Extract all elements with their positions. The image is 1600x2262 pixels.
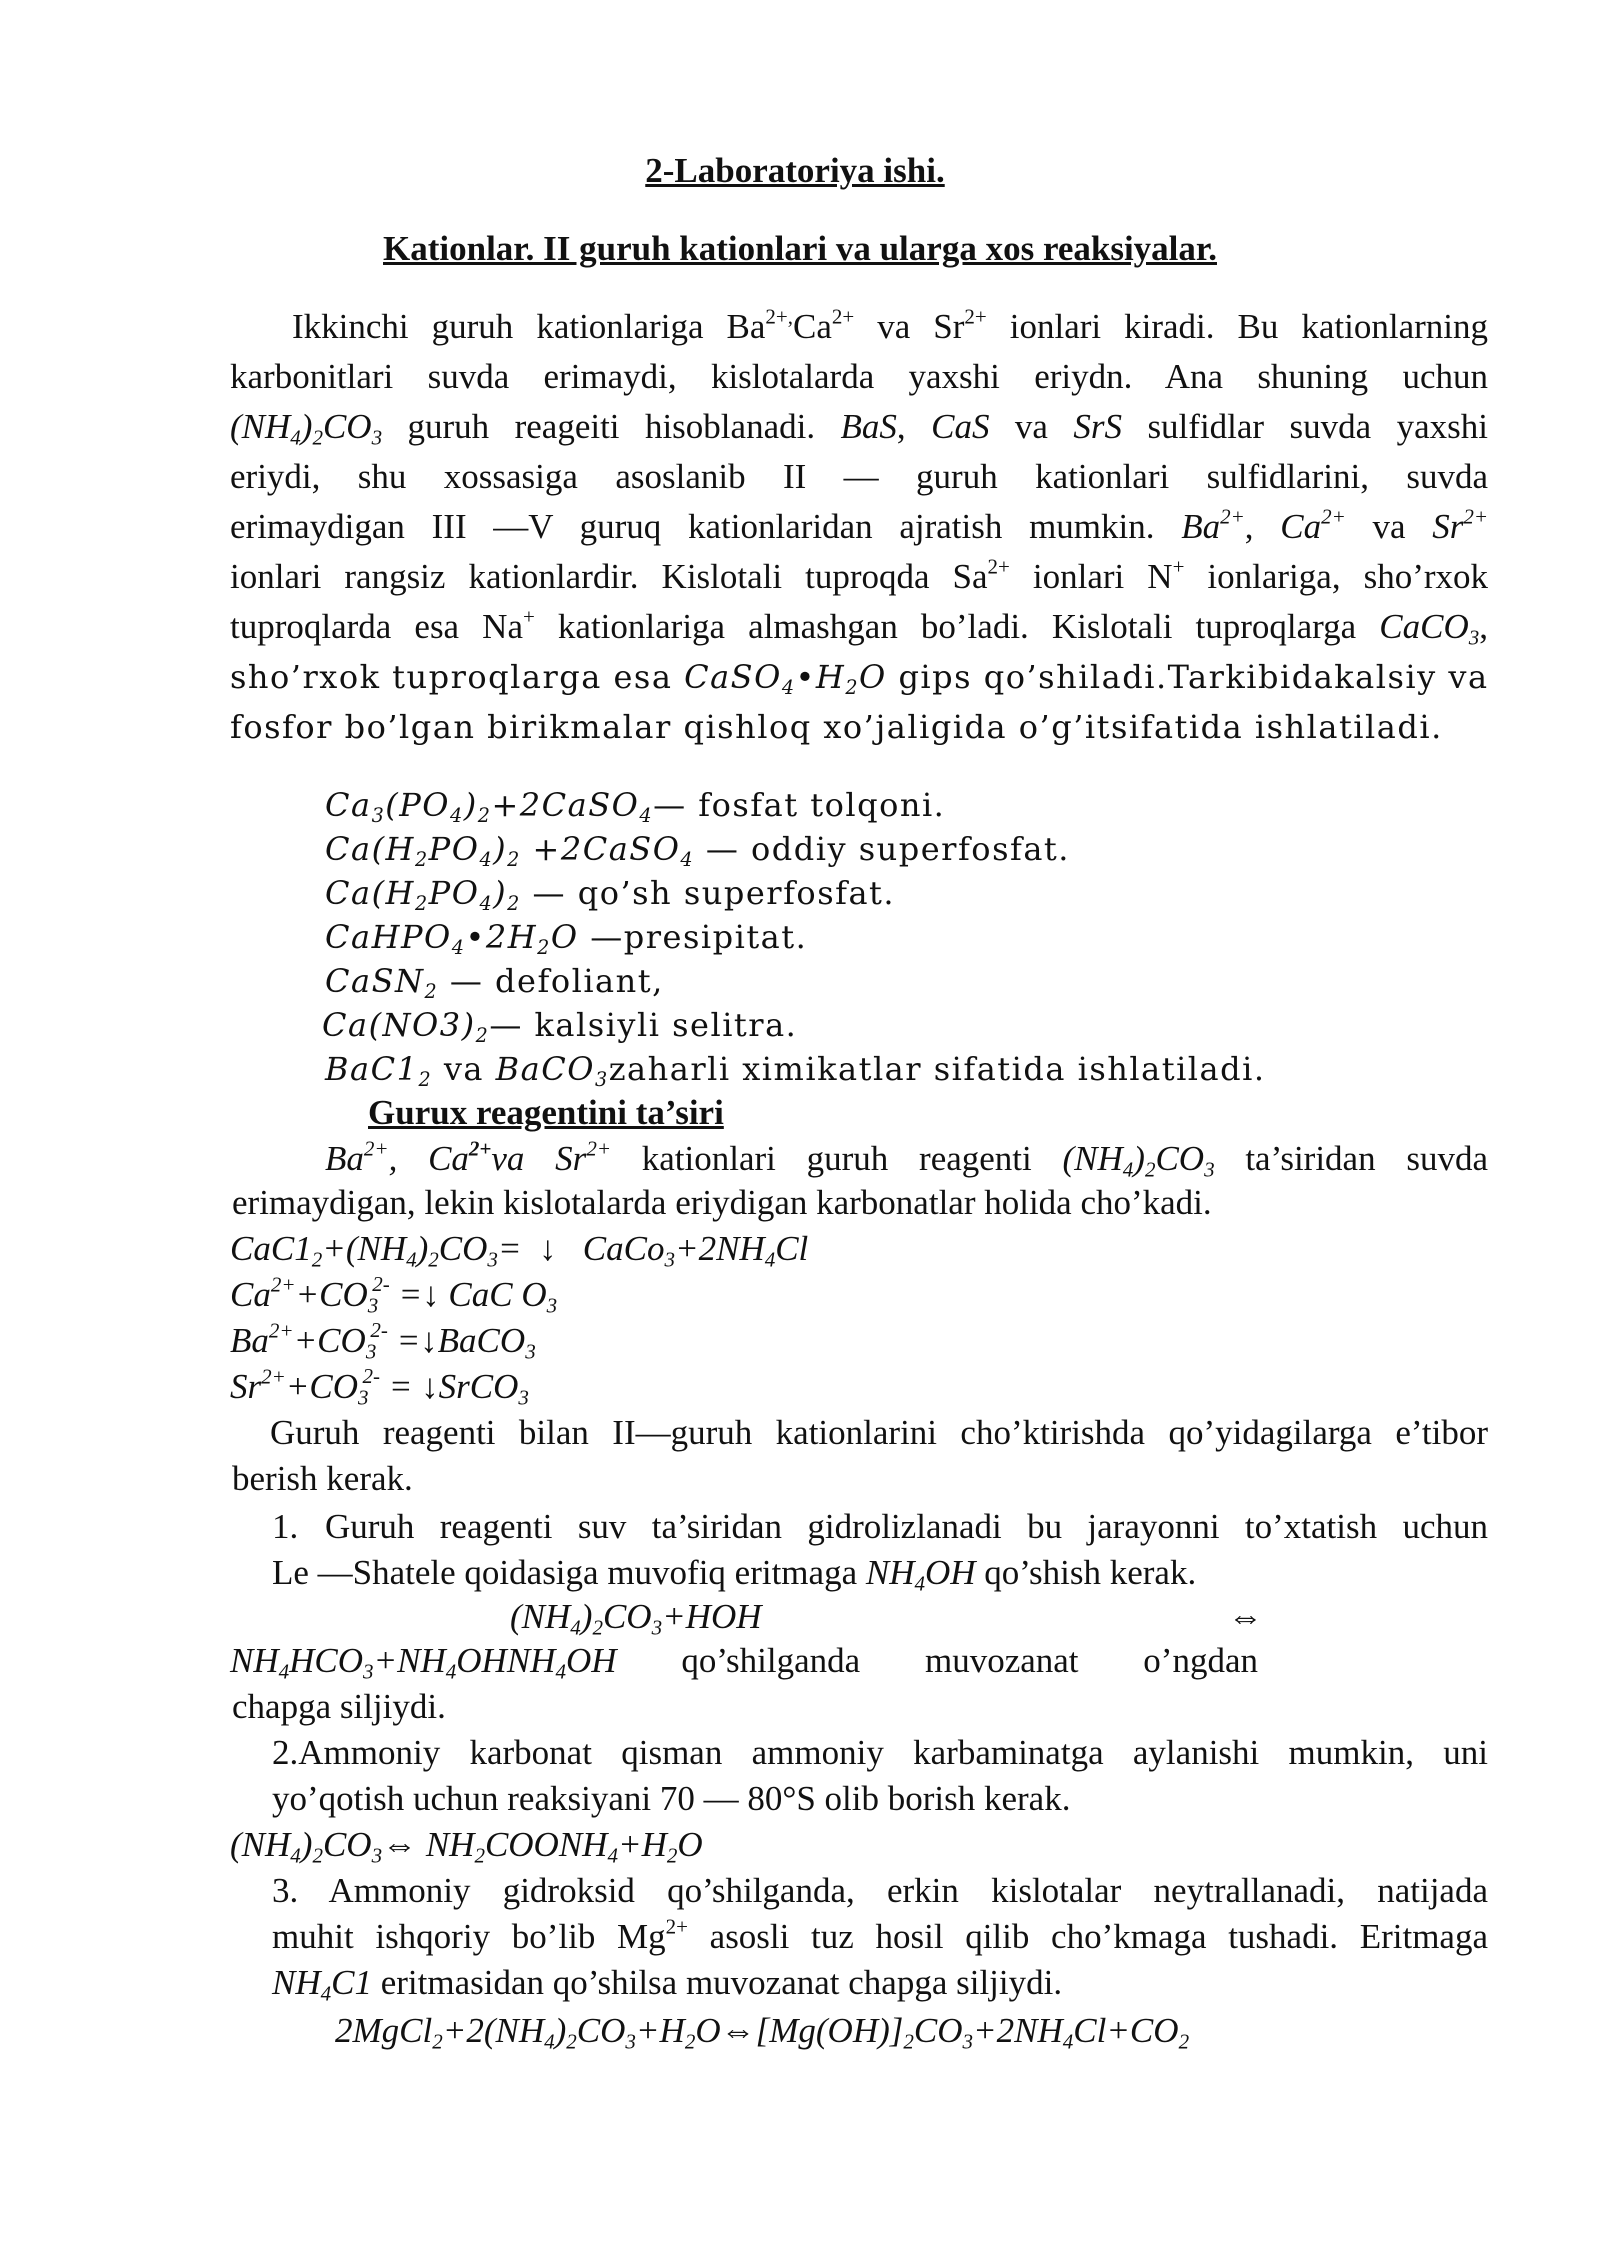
note-1-line-1: Guruh reagenti suv ta’siridan gidrolizlanadi bu jarayonni to’xtatish uchun	[325, 1507, 1488, 1546]
fertilizer-simple-superphosphate: $Ca(H_2PO_4)_2$ +2CaSO$_4$ — oddiy superfosfat.	[325, 830, 1070, 871]
note-3-line-2: muhit ishqoriy bo’lib $Mg^{2+}$ asosli tuz hosil qilib cho’kmaga tushadi. Eritmaga	[272, 1914, 1489, 1956]
note-1-equation-right: $NH_4HCO_3+NH_4OHNH_4OH$ qo’shilganda muvozanat o’ngdan	[230, 1641, 1258, 1684]
intro-line-6: ionlari rangsiz kationlardir. Kislotali tuproqda $Sa^{2+}$ ionlari N+ ionlariga, sho’rxok	[230, 554, 1489, 596]
subtitle-text: Kationlar. II guruh kationlari va ularga xos reaksiyalar.	[383, 229, 1217, 268]
note-1-line-3: chapga siljiydi.	[232, 1687, 446, 1726]
equation-sr-ion: $Sr^{2+}+CO_3^{2-}$ = ↓SrCO$_3$	[230, 1364, 529, 1410]
note-1-equation-left: $(NH_4)_2CO_3+HOH$	[510, 1597, 762, 1640]
note-2-equation: $(NH_4)_2CO_3\Leftrightarrow$ $NH_2COONH_4+H_2O$	[230, 1825, 703, 1868]
group-line-2: erimaydigan, lekin kislotalarda eriydigan karbonatlar holida cho’kadi.	[232, 1183, 1212, 1222]
note-1-line-2: Le —Shatele qoidasiga muvofiq eritmaga $NH_4OH$ qo’shish kerak.	[272, 1553, 1197, 1596]
fertilizer-defoliant: CaSN$_2$ — defoliant,	[325, 962, 664, 1003]
equation-ba-ion: $Ba^{2+}+CO_3^{2-}$ =↓BaCO$_3$	[230, 1318, 536, 1364]
title-text: 2-Laboratoriya ishi.	[645, 151, 945, 190]
notes-intro-line-1: Guruh reagenti bilan II—guruh kationlarini cho’ktirishda qo’yidagilarga e’tibor	[270, 1413, 1488, 1452]
equilibrium-arrow-icon: ⇔	[1228, 1597, 1263, 1636]
note-1-number: 1.	[272, 1507, 299, 1546]
group-line-1: $Ba^{2+}$, $Ca^{2+}va$ $Sr^{2+}$ kationlari guruh reagenti $(NH_4)_2CO_3$ ta’siridan suvda	[325, 1136, 1488, 1182]
intro-line-4: eriydi, shu xossasiga asoslanib II — guruh kationlari sulfidlarini, suvda	[230, 457, 1488, 496]
fertilizer-double-superphosphate: $Ca(H_2PO_4)_2$ — qo’sh superfosfat.	[325, 874, 896, 915]
note-3-line-1: 3. Ammoniy gidroksid qo’shilganda, erkin kislotalar neytrallanadi, natijada	[272, 1871, 1488, 1910]
page-title	[0, 150, 1600, 192]
page-subtitle	[0, 228, 1600, 270]
fertilizer-toxic-chemicals: $BaC1_2$ va BaCO$_3$zaharli ximikatlar sifatida ishlatiladi.	[325, 1050, 1266, 1091]
notes-intro-line-2: berish kerak.	[232, 1459, 413, 1498]
section-heading: Gurux reagentini ta’siri	[368, 1093, 724, 1132]
note-3-line-3: $NH_4C1$ eritmasidan qo’shilsa muvozanat chapga siljiydi.	[272, 1963, 1063, 2006]
intro-line-3: $(NH_4)_2CO_3$ guruh reageiti hisoblanadi. BaS, CaS va SrS sulfidlar suvda yaxshi	[230, 407, 1488, 450]
intro-line-7: tuproqlarda esa Na+ kationlariga almashgan bo’ladi. Kislotali tuproqlarga CaCO$_3$,	[230, 604, 1488, 650]
intro-line-1: Ikkinchi guruh kationlariga $Ba^{2+,}Ca^{2+}$ va $Sr^{2+}$ ionlari kiradi. Bu kationlarning	[292, 304, 1488, 346]
note-2-line-2: yo’qotish uchun reaksiyani 70 — 80°S olib borish kerak.	[272, 1779, 1071, 1818]
intro-line-9: fosfor bo’lgan birikmalar qishloq xo’jaligida o’g’itsifatida ishlatiladi.	[230, 708, 1443, 746]
fertilizer-phosphate-flour: $Ca_3(PO_4)_2+2CaSO_4—$ fosfat tolqoni.	[325, 786, 946, 827]
intro-line-2: karbonitlari suvda erimaydi, kislotalarda yaxshi eriydn. Ana shuning uchun	[230, 357, 1488, 396]
intro-line-5: erimaydigan III —V guruq kationlaridan ajratish mumkin. $Ba^{2+}$, $Ca^{2+}$ va $Sr^{2+}$	[230, 504, 1488, 546]
equation-ca-ion: $Ca^{2+}+CO_3^{2-}$ =↓ CaC $O_3$	[230, 1272, 558, 1318]
equation-cacl2: $CaC1_2+(NH_4)_2CO_3=$ ↓ $CaCo_3+2NH_4Cl$	[230, 1229, 809, 1272]
note-2-line-1: 2.Ammoniy karbonat qisman ammoniy karbaminatga aylanishi mumkin, uni	[272, 1733, 1488, 1772]
fertilizer-precipitate: $CaHPO_4•2H_2O$ —presipitat.	[325, 918, 808, 959]
fertilizer-calcium-nitrate: $Ca(NO3)_2—$ kalsiyli selitra.	[322, 1006, 798, 1047]
intro-line-8: sho’rxok tuproqlarga esa $CaSO_4•H_2O$ gips qo’shiladi.Tarkibidakalsiy va	[230, 658, 1489, 699]
note-3-equation: $2MgCl_2+2(NH_4)_2CO_3+H_2O\Leftrightarrow[Mg(OH)]_2CO_3+2NH_4Cl+CO_2$	[335, 2011, 1190, 2054]
